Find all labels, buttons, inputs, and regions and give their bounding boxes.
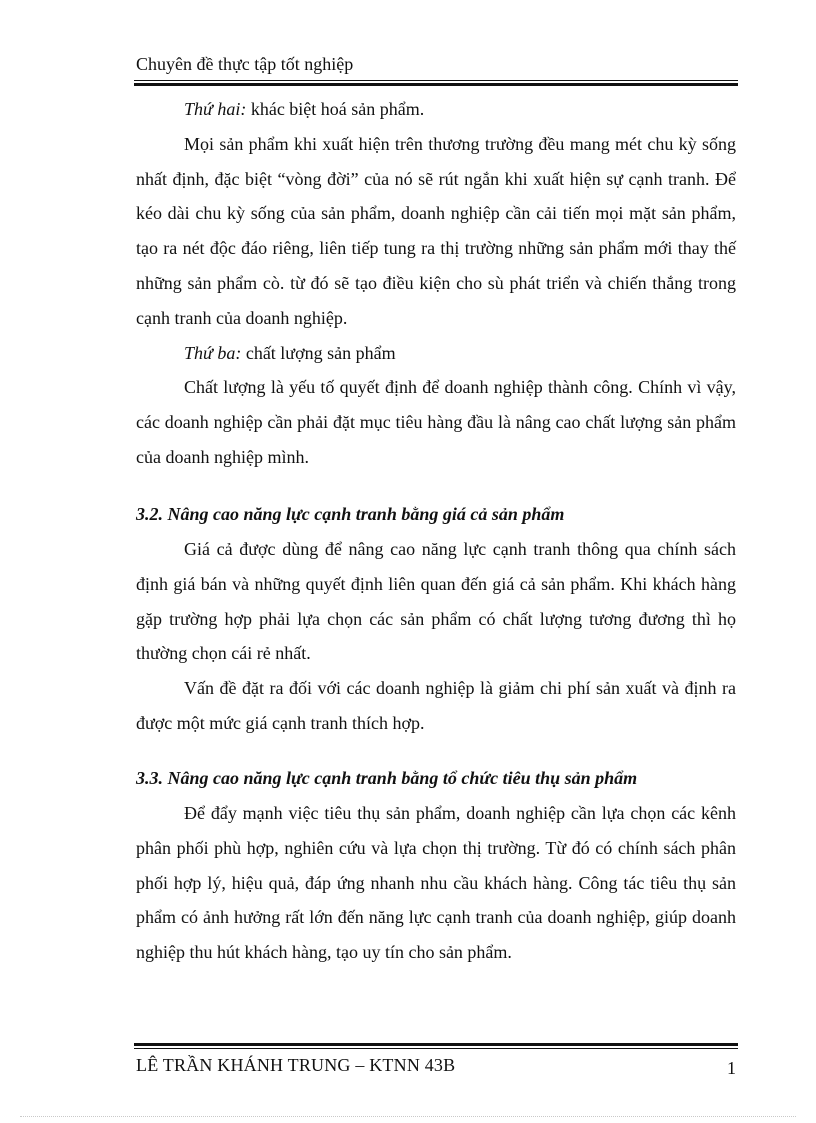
footer-rule-thick [134,1043,738,1046]
body-section-1 [136,92,736,475]
paragraph-cost-reduction: Vấn đề đặt ra đối với các doanh nghiệp là giảm chi phí sản xuất và định ra được một mức giá cạnh tranh thích hợp. [136,678,736,733]
paragraph-text: chất lượng sản phẩm [241,342,396,363]
paragraph-distribution: Để đẩy mạnh việc tiêu thụ sản phẩm, doanh nghiệp cần lựa chọn các kênh phân phối phù hợp, nghiên cứu và lựa chọn thị trường. Từ đó có chính sách phân phối hợp lý, hiệu quả, đáp ứng nhanh nhu cầu khách hàng. Công tác tiêu thụ sản phẩm có ảnh hưởng rất lớn đến năng lực cạnh tranh của doanh nghiệp, giúp doanh nghiệp thu hút khách hàng, tạo uy tín cho sản phẩm. [136,803,736,963]
page-bottom-dotted-border [20,1116,796,1117]
section-heading-3-3: 3.3. Nâng cao năng lực cạnh tranh bằng tổ chức tiêu thụ sản phẩm [136,768,638,788]
paragraph-text: khác biệt hoá sản phẩm. [246,99,425,119]
paragraph-pricing: Giá cả được dùng để nâng cao năng lực cạnh tranh thông qua chính sách định giá bán và những quyết định liên quan đến giá cả sản phẩm. Khi khách hàng gặp trường hợp phải lựa chọn các sản phẩm có chất lượng tương đương thì họ thường chọn cái rẻ nhất. [136,539,736,664]
page-header-title: Chuyên đề thực tập tốt nghiệp [136,54,354,74]
paragraph-thu-ba [136,336,736,371]
body-section-3-2 [136,532,736,741]
header-rule-thin [134,80,738,81]
body-section-3-3 [136,796,736,970]
paragraph-thu-hai [136,92,736,127]
footer-rule-thin [134,1048,738,1049]
header-rule-thick [134,83,738,86]
paragraph-lead: Thứ ba: [184,342,242,363]
footer-author: LÊ TRẦN KHÁNH TRUNG – KTNN 43B [136,1055,456,1075]
paragraph-quality: Chất lượng là yếu tố quyết định để doanh nghiệp thành công. Chính vì vậy, các doanh nghiệp cần phải đặt mục tiêu hàng đầu là nâng cao chất lượng sản phẩm của doanh nghiệp mình. [136,377,736,467]
paragraph-product-lifecycle: Mọi sản phẩm khi xuất hiện trên thương trường đều mang mét chu kỳ sống nhất định, đặc biệt “vòng đời” của nó sẽ rút ngắn khi xuất hiện sự cạnh tranh. Để kéo dài chu kỳ sống của sản phẩm, doanh nghiệp cần cải tiến mọi mặt sản phẩm, tạo ra nét độc đáo riêng, liên tiếp tung ra thị trường những sản phẩm mới thay thế những sản phẩm cò. từ đó sẽ tạo điều kiện cho sù phát triển và chiến thắng trong cạnh tranh của doanh nghiệp. [136,133,736,328]
paragraph-lead: Thứ hai: [184,99,247,119]
section-heading-3-2: 3.2. Nâng cao năng lực cạnh tranh bằng giá cả sản phẩm [136,504,565,524]
page-number: 1 [727,1058,736,1078]
